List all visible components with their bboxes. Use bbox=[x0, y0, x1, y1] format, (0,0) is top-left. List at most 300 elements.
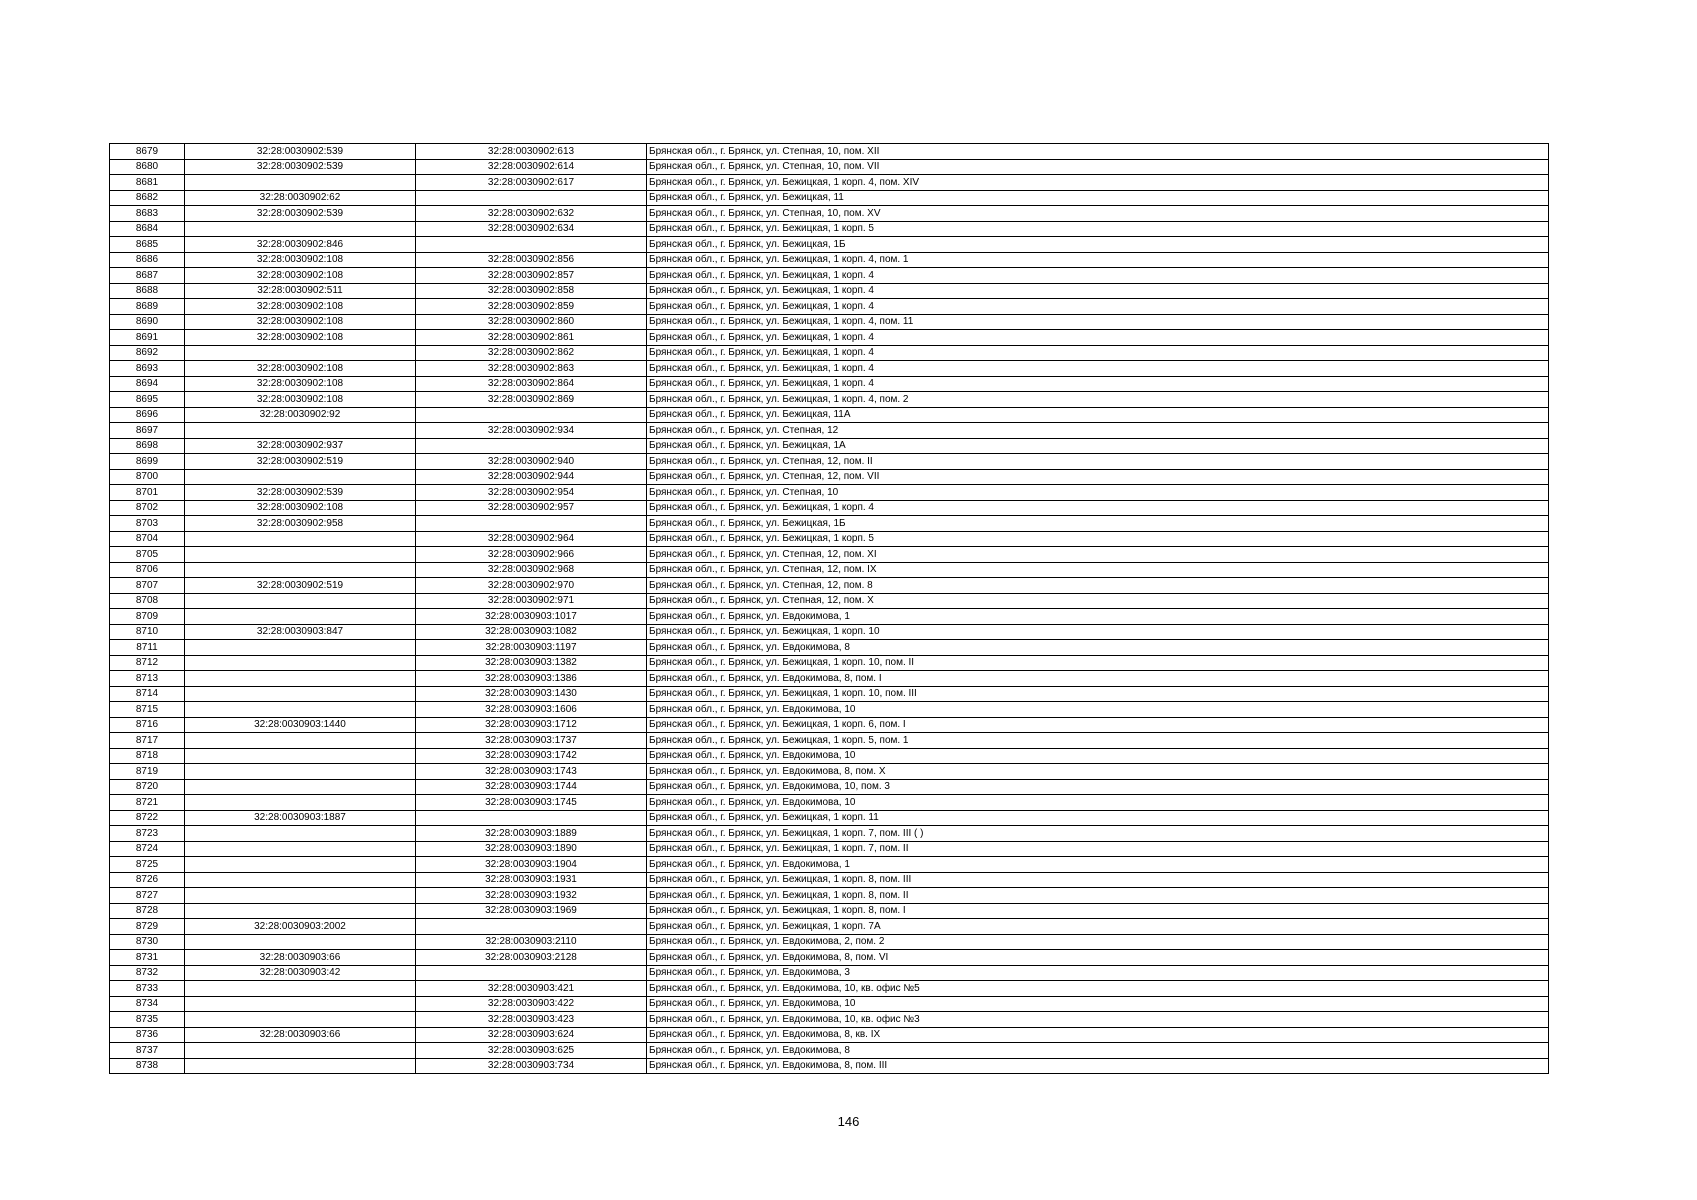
object-number-cell: 32:28:0030902:966 bbox=[416, 547, 647, 563]
parcel-number-cell bbox=[185, 1043, 416, 1059]
object-number-cell: 32:28:0030902:968 bbox=[416, 562, 647, 578]
table-row bbox=[110, 345, 1549, 361]
row-number-cell: 8722 bbox=[110, 810, 185, 826]
table-row bbox=[110, 283, 1549, 299]
parcel-number-cell bbox=[185, 795, 416, 811]
parcel-number-cell bbox=[185, 903, 416, 919]
parcel-number-cell: 32:28:0030902:108 bbox=[185, 361, 416, 377]
row-number-cell: 8701 bbox=[110, 485, 185, 501]
table-row bbox=[110, 717, 1549, 733]
row-number-cell: 8681 bbox=[110, 175, 185, 191]
object-number-cell bbox=[416, 438, 647, 454]
row-number-cell: 8688 bbox=[110, 283, 185, 299]
parcel-number-cell bbox=[185, 593, 416, 609]
parcel-number-cell: 32:28:0030902:92 bbox=[185, 407, 416, 423]
row-number-cell: 8738 bbox=[110, 1058, 185, 1074]
table-row bbox=[110, 330, 1549, 346]
row-number-cell: 8726 bbox=[110, 872, 185, 888]
table-row bbox=[110, 702, 1549, 718]
table-row bbox=[110, 376, 1549, 392]
object-number-cell: 32:28:0030902:954 bbox=[416, 485, 647, 501]
address-cell: Брянская обл., г. Брянск, ул. Бежицкая, 1 корп. 7А bbox=[647, 919, 1549, 935]
row-number-cell: 8723 bbox=[110, 826, 185, 842]
table-row bbox=[110, 361, 1549, 377]
address-cell: Брянская обл., г. Брянск, ул. Степная, 12, пом. II bbox=[647, 454, 1549, 470]
object-number-cell: 32:28:0030902:862 bbox=[416, 345, 647, 361]
table-row bbox=[110, 407, 1549, 423]
address-cell: Брянская обл., г. Брянск, ул. Бежицкая, 1 корп. 4 bbox=[647, 376, 1549, 392]
row-number-cell: 8721 bbox=[110, 795, 185, 811]
address-cell: Брянская обл., г. Брянск, ул. Бежицкая, 1 корп. 4, пом. 2 bbox=[647, 392, 1549, 408]
row-number-cell: 8709 bbox=[110, 609, 185, 625]
table-row bbox=[110, 144, 1549, 160]
table-row bbox=[110, 888, 1549, 904]
object-number-cell: 32:28:0030902:869 bbox=[416, 392, 647, 408]
parcel-number-cell: 32:28:0030902:958 bbox=[185, 516, 416, 532]
parcel-number-cell: 32:28:0030902:108 bbox=[185, 252, 416, 268]
address-cell: Брянская обл., г. Брянск, ул. Степная, 12, пом. IX bbox=[647, 562, 1549, 578]
table-row bbox=[110, 500, 1549, 516]
address-cell: Брянская обл., г. Брянск, ул. Бежицкая, 1 корп. 4 bbox=[647, 345, 1549, 361]
object-number-cell: 32:28:0030903:1743 bbox=[416, 764, 647, 780]
address-cell: Брянская обл., г. Брянск, ул. Евдокимова, 8, кв. IX bbox=[647, 1027, 1549, 1043]
parcel-number-cell: 32:28:0030902:539 bbox=[185, 144, 416, 160]
object-number-cell: 32:28:0030903:2128 bbox=[416, 950, 647, 966]
table-row bbox=[110, 996, 1549, 1012]
object-number-cell: 32:28:0030902:857 bbox=[416, 268, 647, 284]
row-number-cell: 8734 bbox=[110, 996, 185, 1012]
row-number-cell: 8731 bbox=[110, 950, 185, 966]
table-row bbox=[110, 841, 1549, 857]
table-row bbox=[110, 609, 1549, 625]
parcel-number-cell: 32:28:0030902:539 bbox=[185, 159, 416, 175]
table-row bbox=[110, 175, 1549, 191]
address-cell: Брянская обл., г. Брянск, ул. Бежицкая, 1 корп. 4 bbox=[647, 361, 1549, 377]
address-cell: Брянская обл., г. Брянск, ул. Евдокимова, 8, пом. VI bbox=[647, 950, 1549, 966]
table-row bbox=[110, 903, 1549, 919]
parcel-number-cell bbox=[185, 531, 416, 547]
object-number-cell: 32:28:0030903:422 bbox=[416, 996, 647, 1012]
address-cell: Брянская обл., г. Брянск, ул. Степная, 10, пом. XII bbox=[647, 144, 1549, 160]
address-cell: Брянская обл., г. Брянск, ул. Бежицкая, 1 корп. 8, пом. II bbox=[647, 888, 1549, 904]
parcel-number-cell bbox=[185, 655, 416, 671]
row-number-cell: 8708 bbox=[110, 593, 185, 609]
object-number-cell: 32:28:0030903:423 bbox=[416, 1012, 647, 1028]
address-cell: Брянская обл., г. Брянск, ул. Бежицкая, 1 корп. 7, пом. II bbox=[647, 841, 1549, 857]
object-number-cell: 32:28:0030903:1197 bbox=[416, 640, 647, 656]
row-number-cell: 8718 bbox=[110, 748, 185, 764]
object-number-cell bbox=[416, 237, 647, 253]
address-cell: Брянская обл., г. Брянск, ул. Бежицкая, 1 корп. 5 bbox=[647, 221, 1549, 237]
address-cell: Брянская обл., г. Брянск, ул. Евдокимова, 10, кв. офис №3 bbox=[647, 1012, 1549, 1028]
parcel-number-cell: 32:28:0030902:539 bbox=[185, 206, 416, 222]
address-cell: Брянская обл., г. Брянск, ул. Степная, 12, пом. XI bbox=[647, 547, 1549, 563]
table-row bbox=[110, 624, 1549, 640]
row-number-cell: 8697 bbox=[110, 423, 185, 439]
parcel-number-cell: 32:28:0030902:937 bbox=[185, 438, 416, 454]
address-cell: Брянская обл., г. Брянск, ул. Бежицкая, 1 корп. 8, пом. III bbox=[647, 872, 1549, 888]
object-number-cell: 32:28:0030902:940 bbox=[416, 454, 647, 470]
row-number-cell: 8732 bbox=[110, 965, 185, 981]
object-number-cell: 32:28:0030903:1889 bbox=[416, 826, 647, 842]
address-cell: Брянская обл., г. Брянск, ул. Евдокимова, 10, кв. офис №5 bbox=[647, 981, 1549, 997]
parcel-number-cell bbox=[185, 640, 416, 656]
table-row bbox=[110, 779, 1549, 795]
parcel-number-cell bbox=[185, 733, 416, 749]
parcel-number-cell: 32:28:0030902:511 bbox=[185, 283, 416, 299]
object-number-cell: 32:28:0030903:1744 bbox=[416, 779, 647, 795]
address-cell: Брянская обл., г. Брянск, ул. Евдокимова, 1 bbox=[647, 857, 1549, 873]
address-cell: Брянская обл., г. Брянск, ул. Бежицкая, 1 корп. 10 bbox=[647, 624, 1549, 640]
object-number-cell bbox=[416, 516, 647, 532]
address-cell: Брянская обл., г. Брянск, ул. Евдокимова, 10, пом. 3 bbox=[647, 779, 1549, 795]
row-number-cell: 8719 bbox=[110, 764, 185, 780]
parcel-number-cell: 32:28:0030902:539 bbox=[185, 485, 416, 501]
table-row bbox=[110, 578, 1549, 594]
object-number-cell: 32:28:0030902:957 bbox=[416, 500, 647, 516]
object-number-cell: 32:28:0030903:1017 bbox=[416, 609, 647, 625]
table-row bbox=[110, 190, 1549, 206]
parcel-number-cell: 32:28:0030902:108 bbox=[185, 268, 416, 284]
table-row bbox=[110, 810, 1549, 826]
table-row bbox=[110, 314, 1549, 330]
row-number-cell: 8711 bbox=[110, 640, 185, 656]
table-row bbox=[110, 748, 1549, 764]
row-number-cell: 8679 bbox=[110, 144, 185, 160]
object-number-cell: 32:28:0030903:624 bbox=[416, 1027, 647, 1043]
parcel-number-cell: 32:28:0030903:1440 bbox=[185, 717, 416, 733]
object-number-cell: 32:28:0030903:1382 bbox=[416, 655, 647, 671]
object-number-cell: 32:28:0030903:734 bbox=[416, 1058, 647, 1074]
row-number-cell: 8712 bbox=[110, 655, 185, 671]
address-cell: Брянская обл., г. Брянск, ул. Евдокимова, 3 bbox=[647, 965, 1549, 981]
row-number-cell: 8724 bbox=[110, 841, 185, 857]
row-number-cell: 8727 bbox=[110, 888, 185, 904]
table-row bbox=[110, 655, 1549, 671]
page-number: 146 bbox=[837, 1114, 860, 1129]
table-row bbox=[110, 1012, 1549, 1028]
row-number-cell: 8684 bbox=[110, 221, 185, 237]
address-cell: Брянская обл., г. Брянск, ул. Евдокимова, 2, пом. 2 bbox=[647, 934, 1549, 950]
address-cell: Брянская обл., г. Брянск, ул. Бежицкая, 1 корп. 4, пом. XIV bbox=[647, 175, 1549, 191]
row-number-cell: 8686 bbox=[110, 252, 185, 268]
object-number-cell bbox=[416, 919, 647, 935]
parcel-number-cell: 32:28:0030903:42 bbox=[185, 965, 416, 981]
row-number-cell: 8691 bbox=[110, 330, 185, 346]
object-number-cell: 32:28:0030902:613 bbox=[416, 144, 647, 160]
row-number-cell: 8705 bbox=[110, 547, 185, 563]
object-number-cell: 32:28:0030902:944 bbox=[416, 469, 647, 485]
parcel-number-cell bbox=[185, 609, 416, 625]
parcel-number-cell bbox=[185, 981, 416, 997]
parcel-number-cell bbox=[185, 841, 416, 857]
row-number-cell: 8699 bbox=[110, 454, 185, 470]
table-row bbox=[110, 268, 1549, 284]
address-cell: Брянская обл., г. Брянск, ул. Бежицкая, 1 корп. 4 bbox=[647, 268, 1549, 284]
parcel-number-cell bbox=[185, 779, 416, 795]
parcel-number-cell bbox=[185, 1058, 416, 1074]
parcel-number-cell: 32:28:0030902:846 bbox=[185, 237, 416, 253]
object-number-cell: 32:28:0030903:625 bbox=[416, 1043, 647, 1059]
row-number-cell: 8735 bbox=[110, 1012, 185, 1028]
object-number-cell: 32:28:0030903:1745 bbox=[416, 795, 647, 811]
object-number-cell: 32:28:0030902:971 bbox=[416, 593, 647, 609]
parcel-number-cell bbox=[185, 345, 416, 361]
object-number-cell: 32:28:0030902:964 bbox=[416, 531, 647, 547]
row-number-cell: 8698 bbox=[110, 438, 185, 454]
object-number-cell: 32:28:0030903:1969 bbox=[416, 903, 647, 919]
table-row bbox=[110, 857, 1549, 873]
object-number-cell: 32:28:0030902:614 bbox=[416, 159, 647, 175]
address-cell: Брянская обл., г. Брянск, ул. Степная, 12, пом. 8 bbox=[647, 578, 1549, 594]
parcel-number-cell: 32:28:0030902:519 bbox=[185, 454, 416, 470]
row-number-cell: 8714 bbox=[110, 686, 185, 702]
row-number-cell: 8693 bbox=[110, 361, 185, 377]
parcel-number-cell: 32:28:0030902:108 bbox=[185, 500, 416, 516]
address-cell: Брянская обл., г. Брянск, ул. Бежицкая, 1 корп. 5 bbox=[647, 531, 1549, 547]
address-cell: Брянская обл., г. Брянск, ул. Бежицкая, 1 корп. 4, пом. 11 bbox=[647, 314, 1549, 330]
object-number-cell: 32:28:0030902:634 bbox=[416, 221, 647, 237]
row-number-cell: 8683 bbox=[110, 206, 185, 222]
row-number-cell: 8713 bbox=[110, 671, 185, 687]
parcel-number-cell bbox=[185, 221, 416, 237]
table-row bbox=[110, 547, 1549, 563]
table-row bbox=[110, 485, 1549, 501]
address-cell: Брянская обл., г. Брянск, ул. Бежицкая, 1 корп. 4 bbox=[647, 283, 1549, 299]
object-number-cell: 32:28:0030902:856 bbox=[416, 252, 647, 268]
object-number-cell: 32:28:0030902:863 bbox=[416, 361, 647, 377]
row-number-cell: 8717 bbox=[110, 733, 185, 749]
address-cell: Брянская обл., г. Брянск, ул. Евдокимова, 8, пом. III bbox=[647, 1058, 1549, 1074]
address-cell: Брянская обл., г. Брянск, ул. Степная, 10, пом. VII bbox=[647, 159, 1549, 175]
row-number-cell: 8700 bbox=[110, 469, 185, 485]
address-cell: Брянская обл., г. Брянск, ул. Евдокимова, 8 bbox=[647, 1043, 1549, 1059]
row-number-cell: 8703 bbox=[110, 516, 185, 532]
parcel-number-cell: 32:28:0030903:66 bbox=[185, 1027, 416, 1043]
parcel-number-cell: 32:28:0030903:66 bbox=[185, 950, 416, 966]
object-number-cell: 32:28:0030903:1737 bbox=[416, 733, 647, 749]
table-row bbox=[110, 531, 1549, 547]
records-table-body bbox=[110, 144, 1549, 1074]
table-row bbox=[110, 1027, 1549, 1043]
parcel-number-cell bbox=[185, 996, 416, 1012]
object-number-cell: 32:28:0030903:1606 bbox=[416, 702, 647, 718]
table-row bbox=[110, 454, 1549, 470]
parcel-number-cell bbox=[185, 872, 416, 888]
address-cell: Брянская обл., г. Брянск, ул. Евдокимова, 10 bbox=[647, 748, 1549, 764]
address-cell: Брянская обл., г. Брянск, ул. Бежицкая, 1 корп. 4, пом. 1 bbox=[647, 252, 1549, 268]
address-cell: Брянская обл., г. Брянск, ул. Бежицкая, 1 корп. 4 bbox=[647, 299, 1549, 315]
object-number-cell bbox=[416, 190, 647, 206]
object-number-cell: 32:28:0030902:934 bbox=[416, 423, 647, 439]
table-row bbox=[110, 562, 1549, 578]
parcel-number-cell bbox=[185, 671, 416, 687]
parcel-number-cell bbox=[185, 686, 416, 702]
object-number-cell: 32:28:0030903:1082 bbox=[416, 624, 647, 640]
row-number-cell: 8689 bbox=[110, 299, 185, 315]
object-number-cell bbox=[416, 810, 647, 826]
parcel-number-cell: 32:28:0030902:519 bbox=[185, 578, 416, 594]
table-row bbox=[110, 919, 1549, 935]
object-number-cell: 32:28:0030902:860 bbox=[416, 314, 647, 330]
table-row bbox=[110, 872, 1549, 888]
address-cell: Брянская обл., г. Брянск, ул. Бежицкая, 1Б bbox=[647, 237, 1549, 253]
parcel-number-cell: 32:28:0030903:847 bbox=[185, 624, 416, 640]
table-row bbox=[110, 686, 1549, 702]
object-number-cell: 32:28:0030903:421 bbox=[416, 981, 647, 997]
object-number-cell: 32:28:0030902:859 bbox=[416, 299, 647, 315]
object-number-cell: 32:28:0030903:1430 bbox=[416, 686, 647, 702]
parcel-number-cell: 32:28:0030903:1887 bbox=[185, 810, 416, 826]
address-cell: Брянская обл., г. Брянск, ул. Евдокимова, 10 bbox=[647, 795, 1549, 811]
table-row bbox=[110, 423, 1549, 439]
object-number-cell: 32:28:0030903:1386 bbox=[416, 671, 647, 687]
records-table bbox=[109, 143, 1549, 1074]
parcel-number-cell: 32:28:0030902:108 bbox=[185, 330, 416, 346]
address-cell: Брянская обл., г. Брянск, ул. Евдокимова, 10 bbox=[647, 996, 1549, 1012]
address-cell: Брянская обл., г. Брянск, ул. Степная, 10 bbox=[647, 485, 1549, 501]
address-cell: Брянская обл., г. Брянск, ул. Евдокимова, 1 bbox=[647, 609, 1549, 625]
parcel-number-cell: 32:28:0030903:2002 bbox=[185, 919, 416, 935]
object-number-cell: 32:28:0030902:861 bbox=[416, 330, 647, 346]
parcel-number-cell bbox=[185, 1012, 416, 1028]
address-cell: Брянская обл., г. Брянск, ул. Евдокимова, 8, пом. I bbox=[647, 671, 1549, 687]
address-cell: Брянская обл., г. Брянск, ул. Бежицкая, 1 корп. 7, пом. III ( ) bbox=[647, 826, 1549, 842]
object-number-cell bbox=[416, 965, 647, 981]
table-row bbox=[110, 981, 1549, 997]
row-number-cell: 8730 bbox=[110, 934, 185, 950]
row-number-cell: 8690 bbox=[110, 314, 185, 330]
table-row bbox=[110, 159, 1549, 175]
object-number-cell: 32:28:0030903:1712 bbox=[416, 717, 647, 733]
address-cell: Брянская обл., г. Брянск, ул. Евдокимова, 8 bbox=[647, 640, 1549, 656]
object-number-cell: 32:28:0030903:1742 bbox=[416, 748, 647, 764]
table-row bbox=[110, 934, 1549, 950]
parcel-number-cell bbox=[185, 423, 416, 439]
object-number-cell: 32:28:0030902:632 bbox=[416, 206, 647, 222]
row-number-cell: 8729 bbox=[110, 919, 185, 935]
row-number-cell: 8737 bbox=[110, 1043, 185, 1059]
table-row bbox=[110, 1058, 1549, 1074]
row-number-cell: 8680 bbox=[110, 159, 185, 175]
address-cell: Брянская обл., г. Брянск, ул. Степная, 12, пом. VII bbox=[647, 469, 1549, 485]
table-row bbox=[110, 299, 1549, 315]
row-number-cell: 8685 bbox=[110, 237, 185, 253]
table-row bbox=[110, 733, 1549, 749]
table-row bbox=[110, 206, 1549, 222]
parcel-number-cell: 32:28:0030902:108 bbox=[185, 314, 416, 330]
table-row bbox=[110, 469, 1549, 485]
address-cell: Брянская обл., г. Брянск, ул. Бежицкая, 1 корп. 10, пом. III bbox=[647, 686, 1549, 702]
table-row bbox=[110, 795, 1549, 811]
parcel-number-cell: 32:28:0030902:108 bbox=[185, 299, 416, 315]
address-cell: Брянская обл., г. Брянск, ул. Бежицкая, 1 корп. 6, пом. I bbox=[647, 717, 1549, 733]
row-number-cell: 8696 bbox=[110, 407, 185, 423]
row-number-cell: 8682 bbox=[110, 190, 185, 206]
parcel-number-cell bbox=[185, 469, 416, 485]
row-number-cell: 8720 bbox=[110, 779, 185, 795]
parcel-number-cell: 32:28:0030902:62 bbox=[185, 190, 416, 206]
parcel-number-cell bbox=[185, 826, 416, 842]
parcel-number-cell bbox=[185, 934, 416, 950]
parcel-number-cell bbox=[185, 764, 416, 780]
object-number-cell: 32:28:0030902:617 bbox=[416, 175, 647, 191]
object-number-cell: 32:28:0030902:864 bbox=[416, 376, 647, 392]
table-row bbox=[110, 438, 1549, 454]
address-cell: Брянская обл., г. Брянск, ул. Бежицкая, 1Б bbox=[647, 516, 1549, 532]
table-row bbox=[110, 252, 1549, 268]
address-cell: Брянская обл., г. Брянск, ул. Степная, 10, пом. XV bbox=[647, 206, 1549, 222]
row-number-cell: 8725 bbox=[110, 857, 185, 873]
row-number-cell: 8692 bbox=[110, 345, 185, 361]
table-row bbox=[110, 237, 1549, 253]
row-number-cell: 8687 bbox=[110, 268, 185, 284]
row-number-cell: 8716 bbox=[110, 717, 185, 733]
object-number-cell: 32:28:0030903:1890 bbox=[416, 841, 647, 857]
address-cell: Брянская обл., г. Брянск, ул. Бежицкая, 11 bbox=[647, 190, 1549, 206]
parcel-number-cell bbox=[185, 562, 416, 578]
table-row bbox=[110, 221, 1549, 237]
table-row bbox=[110, 950, 1549, 966]
row-number-cell: 8707 bbox=[110, 578, 185, 594]
address-cell: Брянская обл., г. Брянск, ул. Степная, 12 bbox=[647, 423, 1549, 439]
parcel-number-cell bbox=[185, 857, 416, 873]
row-number-cell: 8695 bbox=[110, 392, 185, 408]
address-cell: Брянская обл., г. Брянск, ул. Бежицкая, 11А bbox=[647, 407, 1549, 423]
table-row bbox=[110, 826, 1549, 842]
row-number-cell: 8715 bbox=[110, 702, 185, 718]
object-number-cell: 32:28:0030903:1904 bbox=[416, 857, 647, 873]
table-row bbox=[110, 764, 1549, 780]
row-number-cell: 8706 bbox=[110, 562, 185, 578]
row-number-cell: 8733 bbox=[110, 981, 185, 997]
parcel-number-cell bbox=[185, 547, 416, 563]
parcel-number-cell bbox=[185, 888, 416, 904]
table-row bbox=[110, 965, 1549, 981]
table-row bbox=[110, 640, 1549, 656]
address-cell: Брянская обл., г. Брянск, ул. Степная, 12, пом. X bbox=[647, 593, 1549, 609]
row-number-cell: 8694 bbox=[110, 376, 185, 392]
row-number-cell: 8736 bbox=[110, 1027, 185, 1043]
table-row bbox=[110, 516, 1549, 532]
object-number-cell: 32:28:0030902:970 bbox=[416, 578, 647, 594]
object-number-cell bbox=[416, 407, 647, 423]
table-row bbox=[110, 392, 1549, 408]
row-number-cell: 8710 bbox=[110, 624, 185, 640]
address-cell: Брянская обл., г. Брянск, ул. Евдокимова, 8, пом. X bbox=[647, 764, 1549, 780]
address-cell: Брянская обл., г. Брянск, ул. Бежицкая, 1 корп. 4 bbox=[647, 330, 1549, 346]
address-cell: Брянская обл., г. Брянск, ул. Бежицкая, 1 корп. 4 bbox=[647, 500, 1549, 516]
parcel-number-cell: 32:28:0030902:108 bbox=[185, 376, 416, 392]
table-row bbox=[110, 593, 1549, 609]
object-number-cell: 32:28:0030903:2110 bbox=[416, 934, 647, 950]
row-number-cell: 8702 bbox=[110, 500, 185, 516]
address-cell: Брянская обл., г. Брянск, ул. Бежицкая, 1А bbox=[647, 438, 1549, 454]
address-cell: Брянская обл., г. Брянск, ул. Бежицкая, 1 корп. 5, пом. 1 bbox=[647, 733, 1549, 749]
address-cell: Брянская обл., г. Брянск, ул. Бежицкая, 1 корп. 11 bbox=[647, 810, 1549, 826]
parcel-number-cell: 32:28:0030902:108 bbox=[185, 392, 416, 408]
parcel-number-cell bbox=[185, 175, 416, 191]
parcel-number-cell bbox=[185, 748, 416, 764]
row-number-cell: 8728 bbox=[110, 903, 185, 919]
object-number-cell: 32:28:0030902:858 bbox=[416, 283, 647, 299]
address-cell: Брянская обл., г. Брянск, ул. Бежицкая, 1 корп. 10, пом. II bbox=[647, 655, 1549, 671]
address-cell: Брянская обл., г. Брянск, ул. Евдокимова, 10 bbox=[647, 702, 1549, 718]
address-cell: Брянская обл., г. Брянск, ул. Бежицкая, 1 корп. 8, пом. I bbox=[647, 903, 1549, 919]
object-number-cell: 32:28:0030903:1932 bbox=[416, 888, 647, 904]
row-number-cell: 8704 bbox=[110, 531, 185, 547]
object-number-cell: 32:28:0030903:1931 bbox=[416, 872, 647, 888]
